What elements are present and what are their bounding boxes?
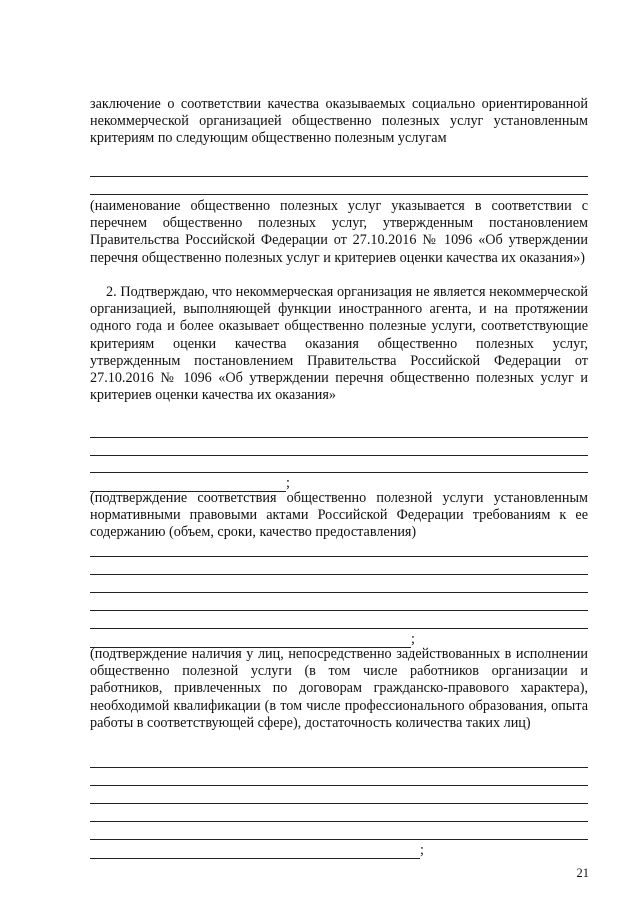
page-number: 21 (576, 866, 589, 880)
fill-line (90, 821, 588, 822)
fill-line (90, 592, 588, 593)
fill-line (90, 574, 588, 575)
compliance-note-paragraph: (подтверждение соответствия общественно полезной услуги установленным нормативными правовыми актами Российской Федерации требованиям к ее содержанию (объем, сроки, качество предоставления) (90, 490, 588, 541)
fill-line (90, 628, 588, 629)
fill-line (90, 455, 588, 456)
line-end-semicolon: ; (411, 631, 415, 647)
fill-line (90, 803, 588, 804)
line-end-semicolon: ; (420, 842, 424, 858)
fill-line (90, 194, 588, 195)
short-fill-line (90, 842, 424, 859)
short-rule (90, 844, 420, 859)
line-end-semicolon: ; (286, 475, 290, 491)
fill-line (90, 556, 588, 557)
fill-line (90, 437, 588, 438)
conclusion-paragraph: заключение о соответствии качества оказываемых социально ориентированной некоммерческой организацией общественно полезных услуг установленным критериям по следующим общественно полезным услугам (90, 96, 588, 147)
staff-note-paragraph: (подтверждение наличия у лиц, непосредственно задействованных в исполнении общественно полезной услуги (в том числе работников организации и работников, привлеченных по договорам гражданско-правового характера), необходимой квалификации (в том числе профессионального образования, опыта работы в соответствующей сфере), достаточность количества таких лиц) (90, 646, 588, 731)
fill-line (90, 176, 588, 177)
fill-line (90, 767, 588, 768)
item-2-paragraph: 2. Подтверждаю, что некоммерческая организация не является некоммерческой организацией, выполняющей функции иностранного агента, и на протяжении одного года и более оказывает общественно полезные услуги, соответствующие критериям оценки качества оказания общественно полезных услуг, утвержденным постановлением Правительства Российской Федерации от 27.10.2016 № 1096 «Об утверждении перечня общественно полезных услуг и критериев оценки качества их оказания» (90, 284, 588, 404)
fill-line (90, 839, 588, 840)
services-note-paragraph: (наименование общественно полезных услуг указывается в соответствии с перечнем общественно полезных услуг, утвержденным постановлением Правительства Российской Федерации от 27.10.2016 № 1096 «Об утверждении перечня общественно полезных услуг и критериев оценки качества их оказания») (90, 198, 588, 266)
fill-line (90, 785, 588, 786)
fill-line (90, 472, 588, 473)
fill-line (90, 610, 588, 611)
